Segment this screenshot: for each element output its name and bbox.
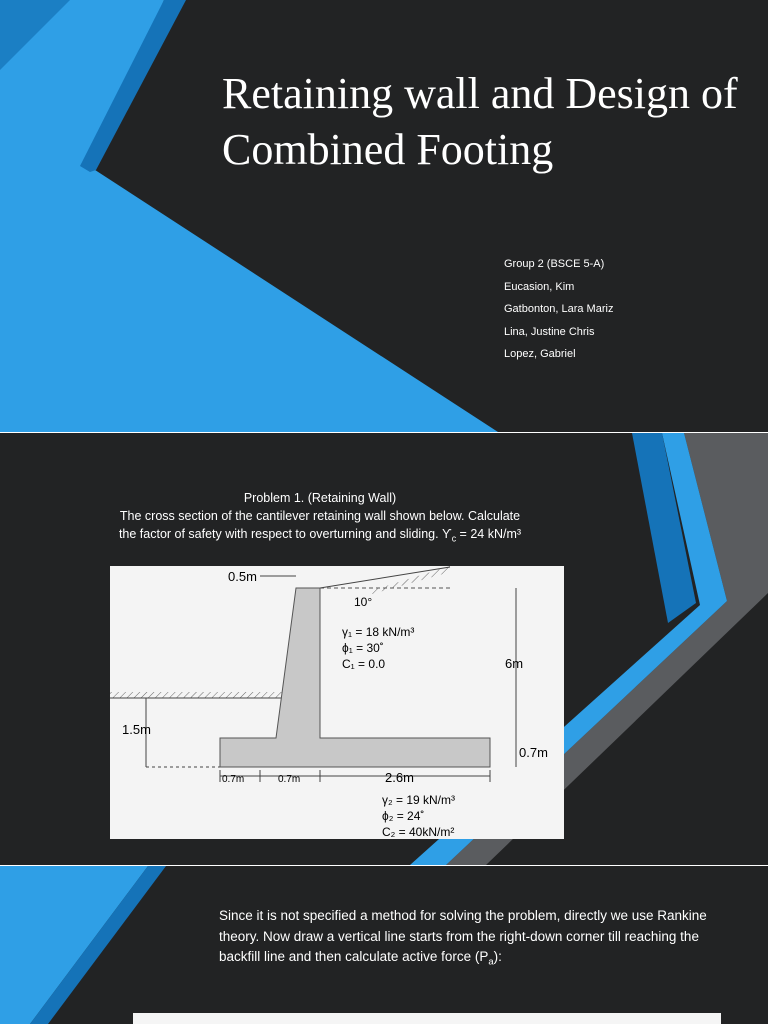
label-angle: 10° — [354, 595, 373, 609]
author-list — [504, 257, 613, 370]
label-base-thickness: 0.7m — [519, 745, 548, 760]
blue-shape-large — [0, 0, 498, 432]
blue-shape — [0, 866, 148, 1024]
problem-text-line — [60, 525, 580, 548]
backfill-slope-hatch — [370, 566, 450, 594]
retaining-wall-figure — [110, 566, 564, 839]
author-line: Gatbonton, Lara Mariz — [504, 303, 614, 315]
label-c2: C₂ = 40kN/m² — [382, 825, 455, 839]
solution-text-main: Since it is not specified a method for solving the problem, directly we use Rankine theory. Now draw a vertical line starts from the right-down corner till reaching the backfill line and then calculate active force (P — [219, 908, 707, 964]
author-line: Lopez, Gabriel — [504, 348, 576, 360]
solution-text-end: ): — [493, 949, 502, 964]
label-phi2: ϕ₂ = 24˚ — [382, 809, 425, 823]
problem-text-line: The cross section of the cantilever retaining wall shown below. Calculate — [119, 509, 521, 523]
label-stem-base: 0.7m — [278, 774, 301, 785]
label-heel: 2.6m — [385, 770, 414, 785]
solution-figure-preview — [133, 1013, 721, 1024]
problem-heading: Problem 1. (Retaining Wall) — [243, 491, 397, 505]
label-stem-top: 0.5m — [228, 569, 257, 584]
label-c1: C₁ = 0.0 — [342, 657, 386, 671]
label-height: 6m — [505, 656, 524, 671]
author-line: Lina, Justine Chris — [504, 325, 595, 338]
decorative-shapes — [0, 0, 768, 432]
solution-text — [219, 906, 739, 973]
front-soil-hatch — [110, 692, 292, 698]
author-line: Eucasion, Kim — [504, 280, 575, 293]
retaining-wall-section — [220, 588, 490, 767]
author-line: Group 2 (BSCE 5-A) — [504, 258, 605, 270]
problem-slide — [0, 433, 768, 865]
problem-text-part: = 24 kN/m³ — [456, 527, 522, 541]
label-front-depth: 1.5m — [122, 722, 151, 737]
problem-statement — [60, 489, 580, 548]
solution-slide — [0, 866, 768, 1024]
label-gamma1: γ₁ = 18 kN/m³ — [342, 625, 415, 639]
unit-weight-subscript: c — [451, 533, 457, 544]
active-force-subscript: a — [488, 956, 494, 968]
label-gamma2: γ₂ = 19 kN/m³ — [382, 793, 456, 807]
problem-text-part: the factor of safety with respect to overturning and sliding. ϒ — [118, 527, 452, 541]
label-phi1: ϕ₁ = 30˚ — [342, 641, 384, 655]
label-toe: 0.7m — [222, 774, 245, 785]
slide-title: Retaining wall and Design of Combined Footing — [222, 69, 738, 174]
retaining-wall-diagram — [110, 566, 564, 839]
title-slide — [0, 0, 768, 432]
